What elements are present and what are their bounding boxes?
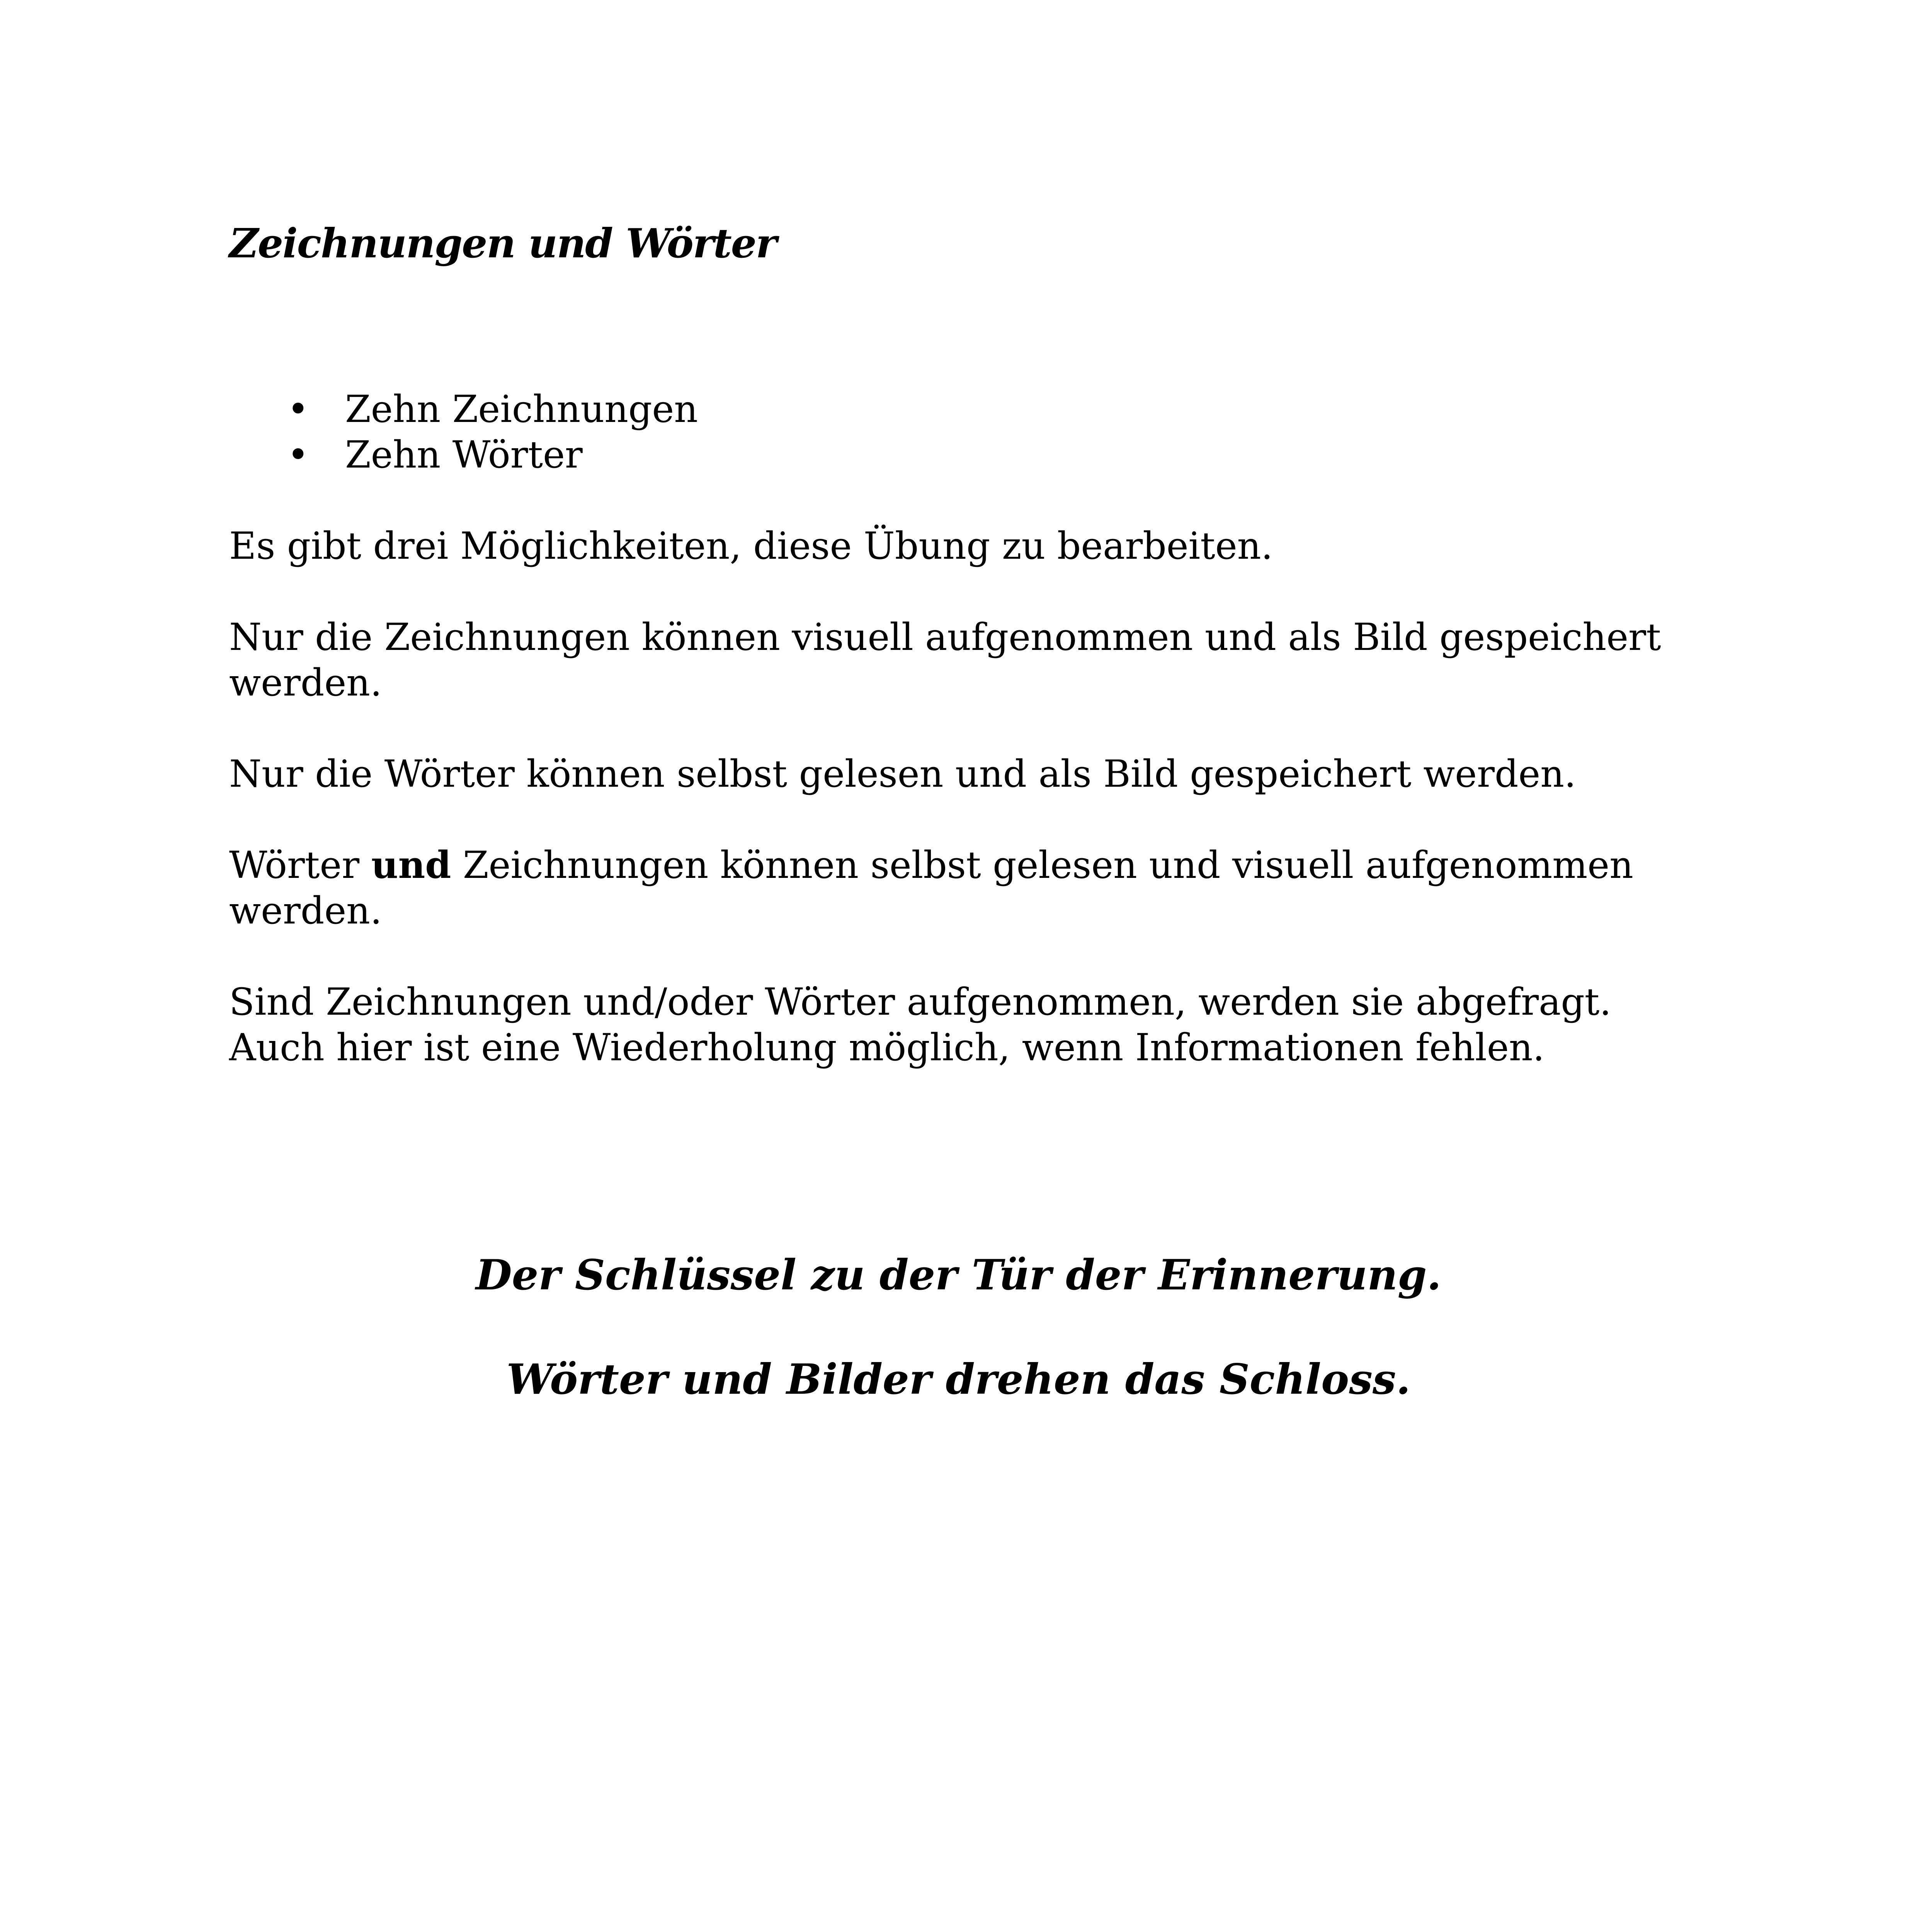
document-title: Zeichnungen und Wörter <box>229 219 776 267</box>
bullet-icon: • <box>287 433 309 476</box>
bullet-text: Zehn Wörter <box>345 433 583 476</box>
quote-line: Der Schlüssel zu der Tür der Erinnerung. <box>475 1251 1442 1299</box>
bullet-item <box>287 432 1717 478</box>
emphasis-text: und <box>371 843 451 887</box>
paragraph-words-only: Nur die Wörter können selbst gelesen und als Bild gespeichert werden. <box>229 752 1576 796</box>
paragraph-query <box>229 979 1717 1070</box>
bullet-icon: • <box>287 388 309 431</box>
paragraph-text: Zeichnungen können selbst gelesen und visuell aufgenommen werden. <box>229 844 1633 932</box>
document-body <box>229 216 1717 1070</box>
bullet-item <box>287 386 1717 432</box>
quote-line: Wörter und Bilder drehen das Schloss. <box>506 1355 1411 1404</box>
paragraph-drawings-only: Nur die Zeichnungen können visuell aufgenommen und als Bild gespeichert werden. <box>229 616 1661 704</box>
bullet-list <box>229 386 1717 478</box>
paragraph-words-and-drawings <box>229 842 1717 934</box>
paragraph-line: Sind Zeichnungen und/oder Wörter aufgenommen, werden sie abgefragt. <box>229 980 1611 1024</box>
quote-block <box>0 1248 1917 1406</box>
paragraph-options-intro: Es gibt drei Möglichkeiten, diese Übung zu bearbeiten. <box>229 524 1273 568</box>
bullet-text: Zehn Zeichnungen <box>345 388 698 431</box>
paragraph-line: Auch hier ist eine Wiederholung möglich, wenn Informationen fehlen. <box>229 1026 1545 1069</box>
paragraph-text: Wörter <box>229 844 371 887</box>
